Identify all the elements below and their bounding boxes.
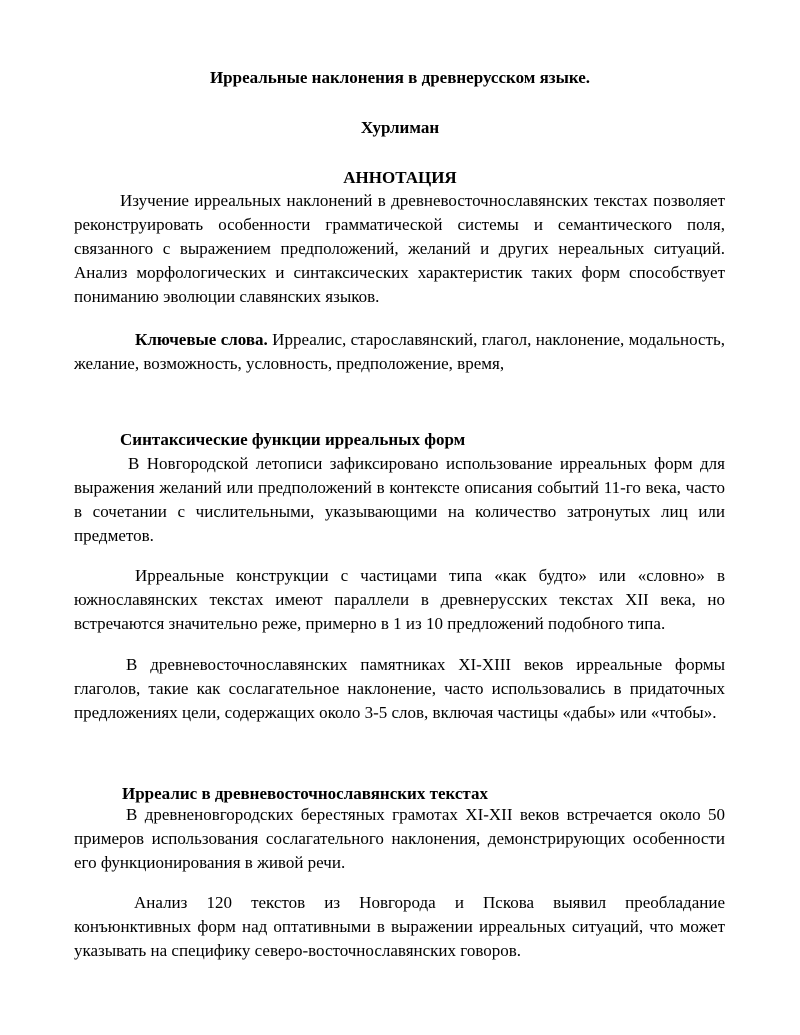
keywords-label: Ключевые слова. [135,330,268,349]
keywords-paragraph [74,328,725,376]
section1-paragraph-3: В древневосточнославянских памятниках XI-XIII веков ирреальные формы глаголов, такие как сослагательное наклонение, часто использовались в придаточных предложениях цели, содержащих около 3-5 слов, включая частицы «дабы» или «чтобы». [74,655,725,722]
section1-paragraph-1: В Новгородской летописи зафиксировано использование ирреальных форм для выражения желаний или предположений в контексте описания событий 11-го века, часто в сочетании с числительными, указывающими на количество затронутых лиц или предметов. [74,454,725,545]
document-title: Ирреальные наклонения в древнерусском языке. [209,68,591,87]
section2-paragraph-2: Анализ 120 текстов из Новгорода и Пскова выявил преобладание конъюнктивных форм над оптативными в выражении ирреальных ситуаций, что может указывать на специфику северо-восточнославянских говоров. [74,893,725,960]
abstract-heading: АННОТАЦИЯ [343,168,457,187]
section1-paragraph-2: Ирреальные конструкции с частицами типа «как будто» или «словно» в южнославянских текстах имеют параллели в древнерусских текстах XII века, но встречаются значительно реже, примерно в 1 из 10 предложений подобного типа. [74,566,725,633]
abstract-paragraph: Изучение ирреальных наклонений в древневосточнославянских текстах позволяет реконструировать особенности грамматической системы и семантического поля, связанного с выражением предположений, желаний и других нереальных ситуаций. Анализ морфологических и синтаксических характеристик таких форм способствует пониманию эволюции славянских языков. [74,191,725,306]
author-name: Хурлиман [360,118,440,137]
section-heading-syntax: Синтаксические функции ирреальных форм [120,430,466,449]
section2-paragraph-1: В древненовгородских берестяных грамотах XI-XII веков встречается около 50 примеров использования сослагательного наклонения, демонстрирующих особенности его функционирования в живой речи. [74,805,725,872]
section-heading-irrealis: Ирреалис в древневосточнославянских текстах [122,784,488,803]
keywords-list: Ирреалис, старославянский, глагол, наклонение, модальность, желание, возможность, условность, предположение, время, [74,330,725,373]
